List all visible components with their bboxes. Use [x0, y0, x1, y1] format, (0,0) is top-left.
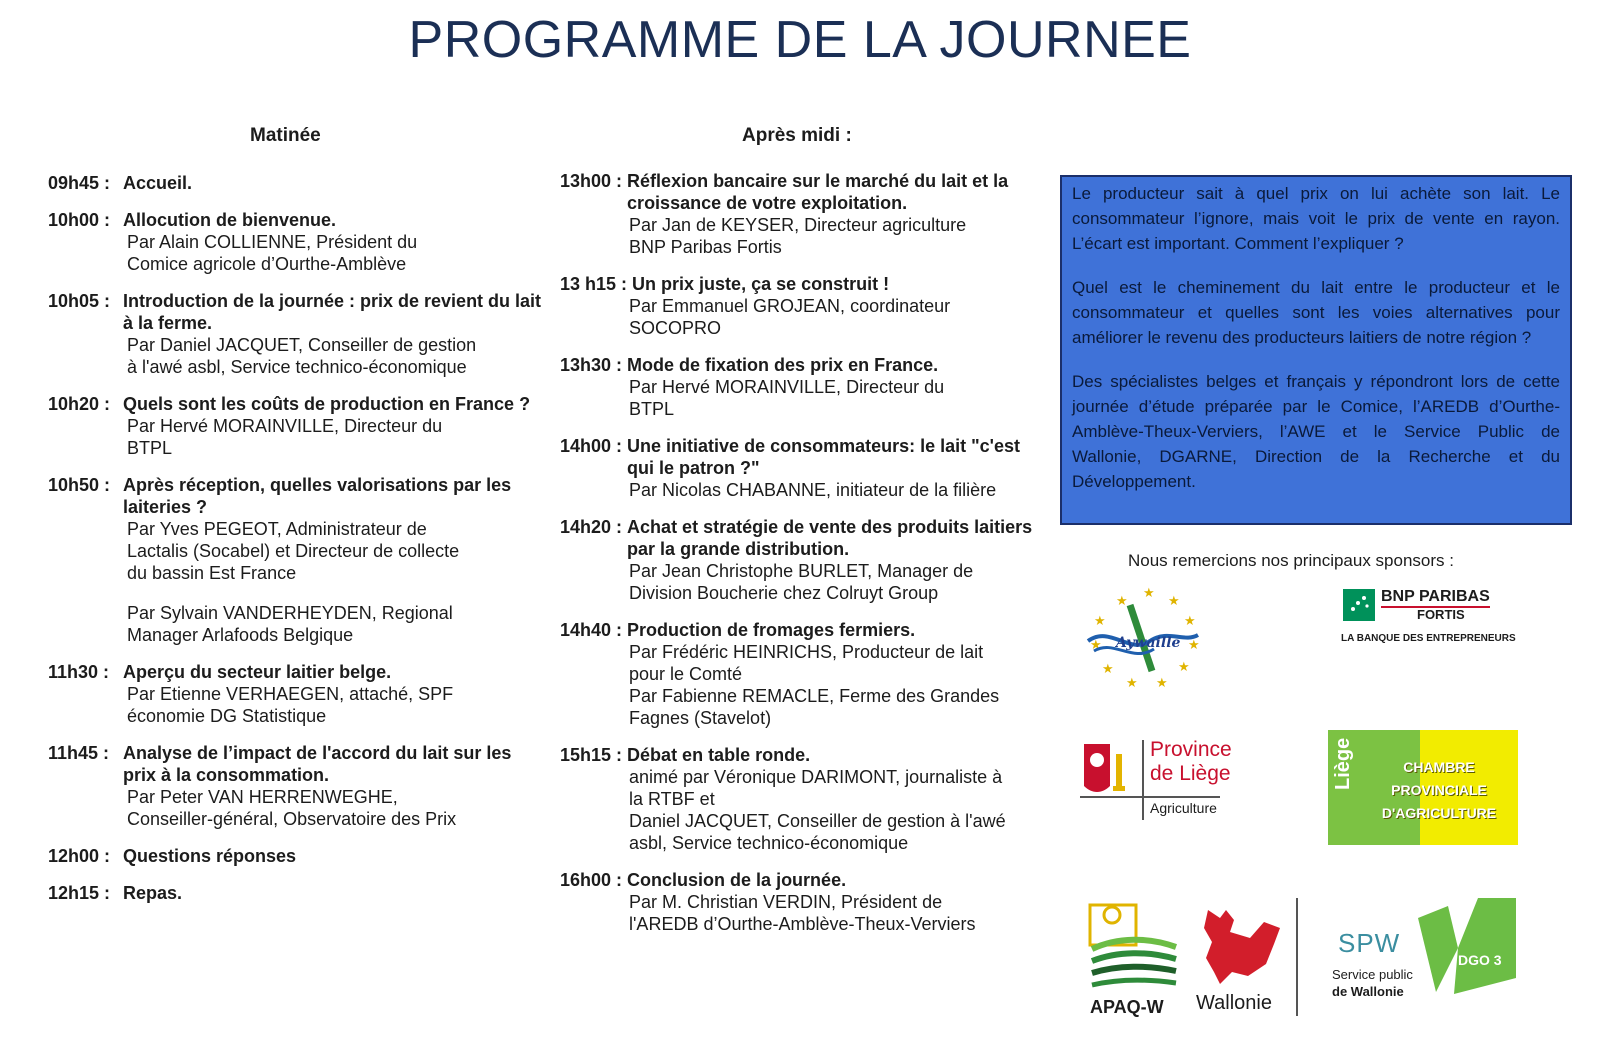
- schedule-detail: Par Etienne VERHAEGEN, attaché, SPF: [127, 684, 454, 704]
- schedule-time: 12h15 :: [48, 883, 116, 903]
- intro-paragraph: Le producteur sait à quel prix on lui achète son lait. Le consommateur l’ignore, mais voit le prix de vente en rayon. L’écart est important. Comment l’expliquer ?: [1072, 184, 1560, 253]
- schedule-title: Débat en table ronde.: [627, 745, 811, 765]
- schedule-time: 14h00 :: [560, 436, 628, 456]
- schedule-item: [48, 742, 543, 830]
- page-title: PROGRAMME DE LA JOURNEE: [408, 11, 1192, 69]
- schedule-detail: Par Frédéric HEINRICHS, Producteur de lait: [629, 642, 984, 662]
- schedule-detail: animé par Véronique DARIMONT, journaliste à: [629, 767, 1003, 787]
- schedule-item-head: [560, 354, 1050, 376]
- schedule-time: 09h45 :: [48, 173, 116, 193]
- svg-text:★: ★: [1184, 614, 1196, 629]
- schedule-title: Repas.: [123, 883, 183, 903]
- chambre-side-label: Liège: [1332, 737, 1354, 790]
- schedule-item: [48, 845, 543, 867]
- bnp-logo: [1335, 585, 1515, 655]
- schedule-title: Accueil.: [123, 173, 193, 193]
- schedule-detail: Par Nicolas CHABANNE, initiateur de la filière: [629, 480, 997, 500]
- schedule-detail: Par Peter VAN HERRENWEGHE,: [127, 787, 398, 807]
- schedule-item-head: [48, 845, 543, 867]
- svg-text:★: ★: [1178, 660, 1190, 675]
- schedule-detail: Daniel JACQUET, Conseiller de gestion à l'awé: [629, 811, 1006, 831]
- wallonie-name: Wallonie: [1196, 992, 1272, 1014]
- apaq-field-icon: [1088, 897, 1180, 993]
- schedule-time: 14h20 :: [560, 517, 628, 537]
- bnp-name: BNP PARIBAS: [1381, 588, 1490, 608]
- aywaille-name: Aywaille: [1116, 635, 1181, 651]
- schedule-item: [48, 172, 543, 194]
- svg-text:★: ★: [1126, 676, 1138, 691]
- bnp-stars-icon: [1343, 589, 1375, 621]
- sponsors-thanks: Nous remercions nos principaux sponsors :: [1128, 551, 1454, 570]
- schedule-detail: Lactalis (Socabel) et Directeur de collecte: [127, 541, 460, 561]
- wallonie-rooster-icon: [1190, 898, 1290, 990]
- province-line2: de Liège: [1150, 762, 1231, 785]
- schedule-detail: BTPL: [127, 438, 173, 458]
- spw-logo: [1328, 928, 1420, 998]
- spw-name: SPW: [1338, 928, 1401, 958]
- schedule-detail: Manager Arlafoods Belgique: [127, 625, 354, 645]
- dgo3-logo: [1418, 898, 1518, 996]
- schedule-item: [560, 516, 1050, 604]
- wallonie-logo: [1190, 898, 1298, 1018]
- schedule-item-head: [48, 474, 543, 518]
- schedule-item: [48, 393, 543, 459]
- province-sub: Agriculture: [1150, 800, 1217, 816]
- morning-schedule: [48, 172, 543, 919]
- schedule-detail: du bassin Est France: [127, 563, 297, 583]
- schedule-item-head: [560, 869, 1050, 891]
- schedule-detail: Par Yves PEGEOT, Administrateur de: [127, 519, 427, 539]
- intro-box: [1060, 175, 1572, 525]
- schedule-title: Un prix juste, ça se construit !: [632, 274, 890, 294]
- svg-text:★: ★: [1188, 638, 1200, 653]
- schedule-time: 10h00 :: [48, 210, 116, 230]
- intro-paragraph: Des spécialistes belges et français y répondront lors de cette journée d’étude préparée par le Comice, l’AREDB d’Ourthe-Amblève-Theux-Verviers, l’AWE et le Service Public de Wallonie, DGARNE, Direction de la Recherche et du Développement.: [1072, 372, 1560, 491]
- schedule-item: [48, 290, 543, 378]
- schedule-detail: à l'awé asbl, Service technico-économique: [127, 357, 467, 377]
- afternoon-heading: Après midi :: [742, 125, 852, 146]
- morning-heading: Matinée: [250, 125, 321, 146]
- schedule-item-head: [560, 435, 1050, 479]
- chambre-line3: D'AGRICULTURE: [1381, 805, 1497, 821]
- chambre-provinciale-logo: [1328, 730, 1518, 845]
- svg-text:★: ★: [1156, 676, 1168, 691]
- bnp-tagline: LA BANQUE DES ENTREPRENEURS: [1341, 633, 1516, 644]
- afternoon-schedule: [560, 170, 1050, 950]
- svg-text:★: ★: [1116, 594, 1128, 609]
- svg-text:★: ★: [1090, 638, 1102, 653]
- dgo3-shape-icon: [1418, 898, 1518, 996]
- apaq-name: APAQ-W: [1090, 997, 1164, 1017]
- schedule-title: Aperçu du secteur laitier belge.: [123, 662, 392, 682]
- schedule-item-head: [560, 170, 1050, 214]
- schedule-time: 16h00 :: [560, 870, 628, 890]
- schedule-item: [560, 435, 1050, 501]
- schedule-item-head: [48, 882, 543, 904]
- schedule-item: [560, 273, 1050, 339]
- aywaille-logo: [1080, 583, 1210, 693]
- svg-text:★: ★: [1168, 594, 1180, 609]
- schedule-detail: asbl, Service technico-économique: [629, 833, 909, 853]
- intro-paragraph: Quel est le cheminement du lait entre le producteur et le consommateur et quelles sont les voies alternatives pour améliorer le revenu des producteurs laitiers de notre région ?: [1072, 278, 1560, 347]
- schedule-time: 10h05 :: [48, 291, 116, 311]
- schedule-title: Mode de fixation des prix en France.: [627, 355, 939, 375]
- schedule-item-head: [560, 516, 1050, 560]
- schedule-detail: Par Emmanuel GROJEAN, coordinateur: [629, 296, 951, 316]
- schedule-detail: l'AREDB d’Ourthe-Amblève-Theux-Verviers: [629, 914, 976, 934]
- schedule-detail: Par Hervé MORAINVILLE, Directeur du: [629, 377, 945, 397]
- schedule-title: Production de fromages fermiers.: [627, 620, 916, 640]
- schedule-item: [560, 354, 1050, 420]
- schedule-time: 11h45 :: [48, 743, 115, 763]
- province-liege-logo: [1080, 740, 1240, 830]
- schedule-detail: Par M. Christian VERDIN, Président de: [629, 892, 943, 912]
- schedule-time: 14h40 :: [560, 620, 628, 640]
- schedule-item: [560, 869, 1050, 935]
- svg-text:★: ★: [1143, 586, 1155, 601]
- schedule-item-head: [48, 742, 543, 786]
- schedule-detail: Par Jan de KEYSER, Directeur agriculture: [629, 215, 967, 235]
- svg-text:★: ★: [1102, 662, 1114, 677]
- schedule-item-head: [560, 744, 1050, 766]
- schedule-item: [48, 209, 543, 275]
- schedule-time: 11h30 :: [48, 662, 115, 682]
- province-line1: Province: [1150, 738, 1232, 761]
- schedule-item: [48, 882, 543, 904]
- schedule-title: Allocution de bienvenue.: [123, 210, 337, 230]
- schedule-time: 10h50 :: [48, 475, 116, 495]
- schedule-detail: Par Alain COLLIENNE, Président du: [127, 232, 418, 252]
- schedule-detail: économie DG Statistique: [127, 706, 327, 726]
- schedule-detail: Par Sylvain VANDERHEYDEN, Regional: [127, 603, 453, 623]
- schedule-time: 13h00 :: [560, 171, 628, 191]
- schedule-time: 15h15 :: [560, 745, 628, 765]
- schedule-title: Questions réponses: [123, 846, 297, 866]
- schedule-title: Une initiative de consommateurs: le lait "c'est qui le patron ?": [627, 436, 1020, 478]
- schedule-detail: pour le Comté: [629, 664, 743, 684]
- chambre-line1: CHAMBRE: [1403, 759, 1475, 775]
- schedule-detail: Conseiller-général, Observatoire des Prix: [127, 809, 457, 829]
- schedule-time: 13 h15 :: [560, 274, 633, 294]
- schedule-detail: Division Boucherie chez Colruyt Group: [629, 583, 939, 603]
- schedule-detail: la RTBF et: [629, 789, 715, 809]
- schedule-time: 12h00 :: [48, 846, 116, 866]
- apaq-w-logo: [1088, 897, 1180, 1027]
- schedule-item-head: [48, 290, 543, 334]
- schedule-title: Introduction de la journée : prix de revient du lait à la ferme.: [123, 291, 542, 333]
- schedule-detail: SOCOPRO: [629, 318, 722, 338]
- schedule-detail: Par Daniel JACQUET, Conseiller de gestion: [127, 335, 477, 355]
- spw-sub2: de Wallonie: [1332, 984, 1404, 999]
- schedule-title: Quels sont les coûts de production en France ?: [123, 394, 531, 414]
- schedule-detail: BTPL: [629, 399, 675, 419]
- schedule-time: 10h20 :: [48, 394, 116, 414]
- dgo3-name: DGO 3: [1458, 952, 1502, 968]
- schedule-title: Après réception, quelles valorisations par les laiteries ?: [123, 475, 512, 517]
- schedule-detail: Comice agricole d’Ourthe-Amblève: [127, 254, 407, 274]
- schedule-detail: BNP Paribas Fortis: [629, 237, 782, 257]
- schedule-title: Conclusion de la journée.: [627, 870, 847, 890]
- schedule-detail: Fagnes (Stavelot): [629, 708, 772, 728]
- schedule-item-head: [560, 619, 1050, 641]
- bnp-sub: FORTIS: [1417, 607, 1465, 622]
- schedule-title: Réflexion bancaire sur le marché du lait et la croissance de votre exploitation.: [627, 171, 1009, 213]
- schedule-item-head: [560, 273, 1050, 295]
- schedule-item-head: [48, 209, 543, 231]
- schedule-item: [560, 619, 1050, 729]
- schedule-detail: Par Hervé MORAINVILLE, Directeur du: [127, 416, 443, 436]
- chambre-line2: PROVINCIALE: [1391, 782, 1487, 798]
- schedule-time: 13h30 :: [560, 355, 628, 375]
- spw-sub1: Service public: [1332, 967, 1413, 982]
- schedule-detail: Par Jean Christophe BURLET, Manager de: [629, 561, 974, 581]
- schedule-item: [48, 474, 543, 646]
- schedule-title: Achat et stratégie de vente des produits laitiers par la grande distribution.: [627, 517, 1033, 559]
- schedule-detail: Par Fabienne REMACLE, Ferme des Grandes: [629, 686, 1000, 706]
- schedule-item: [48, 661, 543, 727]
- schedule-item-head: [48, 172, 543, 194]
- schedule-item-head: [48, 661, 543, 683]
- schedule-item-head: [48, 393, 543, 415]
- schedule-item: [560, 744, 1050, 854]
- schedule-item: [560, 170, 1050, 258]
- svg-text:★: ★: [1094, 614, 1106, 629]
- schedule-title: Analyse de l’impact de l'accord du lait sur les prix à la consommation.: [123, 743, 512, 785]
- province-shield-icon: [1080, 740, 1136, 798]
